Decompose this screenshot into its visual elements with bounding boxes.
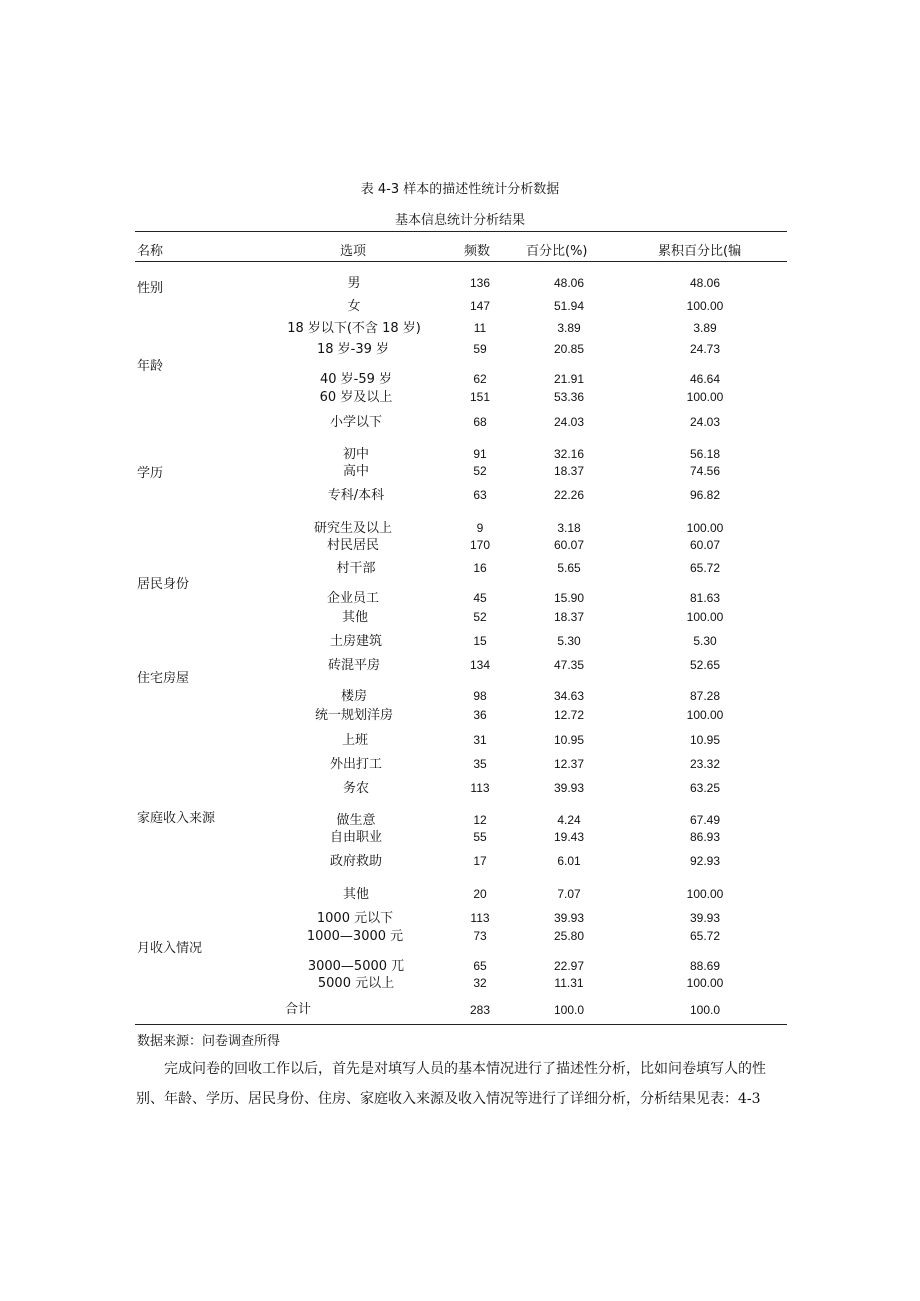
row-option: 上班 bbox=[341, 733, 368, 748]
row-option: 做生意 bbox=[336, 813, 376, 828]
table-top-rule bbox=[135, 231, 787, 232]
row-option: 研究生及以上 bbox=[313, 521, 392, 536]
table-caption: 表 4-3 样本的描述性统计分析数据 bbox=[360, 182, 560, 197]
row-cumulative: 96.82 bbox=[689, 488, 721, 502]
row-percent: 6.01 bbox=[557, 854, 581, 868]
row-frequency: 11 bbox=[473, 321, 487, 335]
row-cumulative: 67.49 bbox=[689, 813, 721, 827]
row-option: 村干部 bbox=[336, 561, 376, 576]
row-percent: 21.91 bbox=[553, 372, 585, 386]
row-percent: 48.06 bbox=[553, 276, 585, 290]
row-cumulative: 81.63 bbox=[689, 591, 721, 605]
row-option: 男 bbox=[347, 276, 361, 291]
row-percent: 3.89 bbox=[557, 321, 581, 335]
row-option: 砖混平房 bbox=[327, 658, 380, 673]
row-cumulative: 88.69 bbox=[689, 959, 721, 973]
row-percent: 51.94 bbox=[553, 299, 585, 313]
table-bottom-rule bbox=[135, 1024, 787, 1025]
row-frequency: 151 bbox=[469, 390, 491, 404]
total-frequency: 283 bbox=[469, 1003, 491, 1017]
row-option: 高中 bbox=[342, 464, 369, 479]
row-option: 女 bbox=[347, 299, 361, 314]
total-percent: 100.0 bbox=[553, 1003, 585, 1017]
row-option: 村民居民 bbox=[326, 538, 379, 553]
row-option: 务农 bbox=[342, 781, 369, 796]
row-frequency: 52 bbox=[473, 464, 487, 478]
row-option: 政府救助 bbox=[329, 854, 382, 869]
row-frequency: 170 bbox=[469, 538, 491, 552]
row-cumulative: 86.93 bbox=[689, 830, 721, 844]
row-frequency: 65 bbox=[473, 959, 487, 973]
row-percent: 11.31 bbox=[554, 976, 584, 990]
row-percent: 60.07 bbox=[553, 538, 585, 552]
paragraph-text: 完成问卷的回收工作以后，首先是对填写人员的基本情况进行了描述性分析，比如问卷填写人的性别、年龄、学历、居民身份、住房、家庭收入来源及收入情况等进行了详细分析，分析结果见表：4-3 bbox=[136, 1061, 766, 1107]
row-frequency: 17 bbox=[473, 854, 487, 868]
row-cumulative: 10.95 bbox=[689, 733, 721, 747]
total-label: 合计 bbox=[284, 1002, 311, 1017]
row-cumulative: 100.00 bbox=[686, 976, 724, 990]
category-gender: 性别 bbox=[137, 281, 164, 296]
row-cumulative: 100.00 bbox=[686, 887, 724, 901]
row-percent: 5.65 bbox=[557, 561, 581, 575]
row-cumulative: 65.72 bbox=[689, 929, 721, 943]
row-cumulative: 65.72 bbox=[689, 561, 721, 575]
row-percent: 12.72 bbox=[553, 708, 585, 722]
category-education: 学历 bbox=[137, 466, 164, 481]
row-option: 5000 元以上 bbox=[317, 976, 395, 991]
row-cumulative: 46.64 bbox=[689, 372, 721, 386]
source-note: 数据来源：问卷调查所得 bbox=[137, 1034, 281, 1049]
row-cumulative: 24.73 bbox=[689, 342, 721, 356]
row-percent: 20.85 bbox=[553, 342, 585, 356]
row-frequency: 9 bbox=[476, 521, 484, 535]
row-frequency: 15 bbox=[473, 634, 487, 648]
row-option: 小学以下 bbox=[329, 415, 382, 430]
body-paragraph bbox=[136, 1054, 792, 1114]
row-option: 1000—3000 元 bbox=[306, 929, 404, 944]
row-frequency: 20 bbox=[473, 887, 487, 901]
row-cumulative: 24.03 bbox=[689, 415, 721, 429]
row-percent: 22.97 bbox=[553, 959, 585, 973]
row-percent: 24.03 bbox=[553, 415, 585, 429]
row-cumulative: 92.93 bbox=[689, 854, 721, 868]
row-percent: 18.37 bbox=[553, 610, 585, 624]
category-income-source: 家庭收入来源 bbox=[137, 811, 216, 826]
header-cumulative: 累积百分比(犏 bbox=[658, 244, 742, 259]
row-frequency: 36 bbox=[473, 708, 487, 722]
row-frequency: 68 bbox=[473, 415, 487, 429]
total-cumulative: 100.0 bbox=[689, 1003, 721, 1017]
row-frequency: 35 bbox=[473, 757, 487, 771]
row-option: 专科/本科 bbox=[327, 488, 385, 503]
row-frequency: 12 bbox=[473, 813, 487, 827]
row-cumulative: 23.32 bbox=[689, 757, 721, 771]
row-cumulative: 39.93 bbox=[689, 911, 721, 925]
category-identity: 居民身份 bbox=[137, 577, 190, 592]
row-percent: 7.07 bbox=[557, 887, 581, 901]
row-frequency: 136 bbox=[469, 276, 491, 290]
table-subtitle: 基本信息统计分析结果 bbox=[394, 213, 525, 228]
row-frequency: 134 bbox=[469, 658, 491, 672]
row-cumulative: 74.56 bbox=[689, 464, 721, 478]
category-age: 年龄 bbox=[137, 359, 164, 374]
row-percent: 19.43 bbox=[553, 830, 585, 844]
row-frequency: 113 bbox=[470, 911, 490, 925]
row-frequency: 62 bbox=[473, 372, 487, 386]
header-option: 选项 bbox=[340, 244, 367, 259]
row-cumulative: 63.25 bbox=[689, 781, 721, 795]
row-option: 统一规划洋房 bbox=[314, 708, 393, 723]
row-option: 初中 bbox=[342, 447, 369, 462]
row-percent: 5.30 bbox=[557, 634, 581, 648]
row-percent: 32.16 bbox=[553, 447, 585, 461]
row-percent: 3.18 bbox=[557, 521, 581, 535]
row-frequency: 98 bbox=[473, 689, 487, 703]
row-frequency: 16 bbox=[473, 561, 487, 575]
row-option: 其他 bbox=[341, 610, 368, 625]
row-option: 企业员工 bbox=[326, 591, 379, 606]
row-option: 外出打工 bbox=[329, 757, 382, 772]
row-frequency: 59 bbox=[473, 342, 487, 356]
row-percent: 10.95 bbox=[553, 733, 585, 747]
row-option: 土房建筑 bbox=[329, 634, 382, 649]
row-frequency: 32 bbox=[473, 976, 487, 990]
row-option: 楼房 bbox=[340, 689, 367, 704]
row-cumulative: 100.00 bbox=[686, 521, 724, 535]
row-percent: 39.93 bbox=[553, 781, 585, 795]
row-frequency: 52 bbox=[473, 610, 487, 624]
row-cumulative: 100.00 bbox=[686, 390, 724, 404]
row-cumulative: 100.00 bbox=[686, 299, 724, 313]
row-option: 18 岁-39 岁 bbox=[316, 342, 390, 357]
row-option: 自由职业 bbox=[329, 830, 382, 845]
row-frequency: 63 bbox=[473, 488, 487, 502]
row-frequency: 91 bbox=[473, 447, 487, 461]
row-percent: 47.35 bbox=[553, 658, 585, 672]
row-option: 1000 元以下 bbox=[316, 911, 394, 926]
header-name: 名称 bbox=[137, 244, 164, 259]
row-cumulative: 56.18 bbox=[689, 447, 721, 461]
row-percent: 25.80 bbox=[553, 929, 585, 943]
row-percent: 18.37 bbox=[553, 464, 585, 478]
row-frequency: 55 bbox=[473, 830, 487, 844]
header-percent: 百分比(%) bbox=[526, 244, 588, 259]
row-frequency: 31 bbox=[473, 733, 487, 747]
row-cumulative: 52.65 bbox=[689, 658, 721, 672]
row-option: 60 岁及以上 bbox=[319, 390, 393, 405]
row-option: 18 岁以下(不含 18 岁) bbox=[287, 321, 421, 336]
row-frequency: 73 bbox=[473, 929, 487, 943]
row-option: 其他 bbox=[342, 887, 369, 902]
row-cumulative: 87.28 bbox=[689, 689, 721, 703]
category-housing: 住宅房屋 bbox=[137, 671, 190, 686]
row-cumulative: 100.00 bbox=[686, 610, 724, 624]
table-header-rule bbox=[135, 261, 787, 262]
row-cumulative: 60.07 bbox=[689, 538, 721, 552]
row-percent: 39.93 bbox=[553, 911, 585, 925]
header-frequency: 频数 bbox=[464, 244, 491, 259]
row-cumulative: 3.89 bbox=[693, 321, 717, 335]
row-percent: 34.63 bbox=[553, 689, 585, 703]
row-frequency: 147 bbox=[469, 299, 491, 313]
row-percent: 53.36 bbox=[553, 390, 585, 404]
row-percent: 15.90 bbox=[553, 591, 585, 605]
category-monthly-income: 月收入情况 bbox=[137, 941, 203, 956]
row-frequency: 113 bbox=[470, 781, 490, 795]
row-frequency: 45 bbox=[473, 591, 487, 605]
row-percent: 4.24 bbox=[557, 813, 581, 827]
row-percent: 12.37 bbox=[553, 757, 585, 771]
row-option: 40 岁-59 岁 bbox=[319, 372, 393, 387]
row-cumulative: 100.00 bbox=[686, 708, 724, 722]
row-option: 3000—5000 兀 bbox=[307, 959, 405, 974]
row-percent: 22.26 bbox=[553, 488, 585, 502]
row-cumulative: 48.06 bbox=[689, 276, 721, 290]
row-cumulative: 5.30 bbox=[693, 634, 717, 648]
